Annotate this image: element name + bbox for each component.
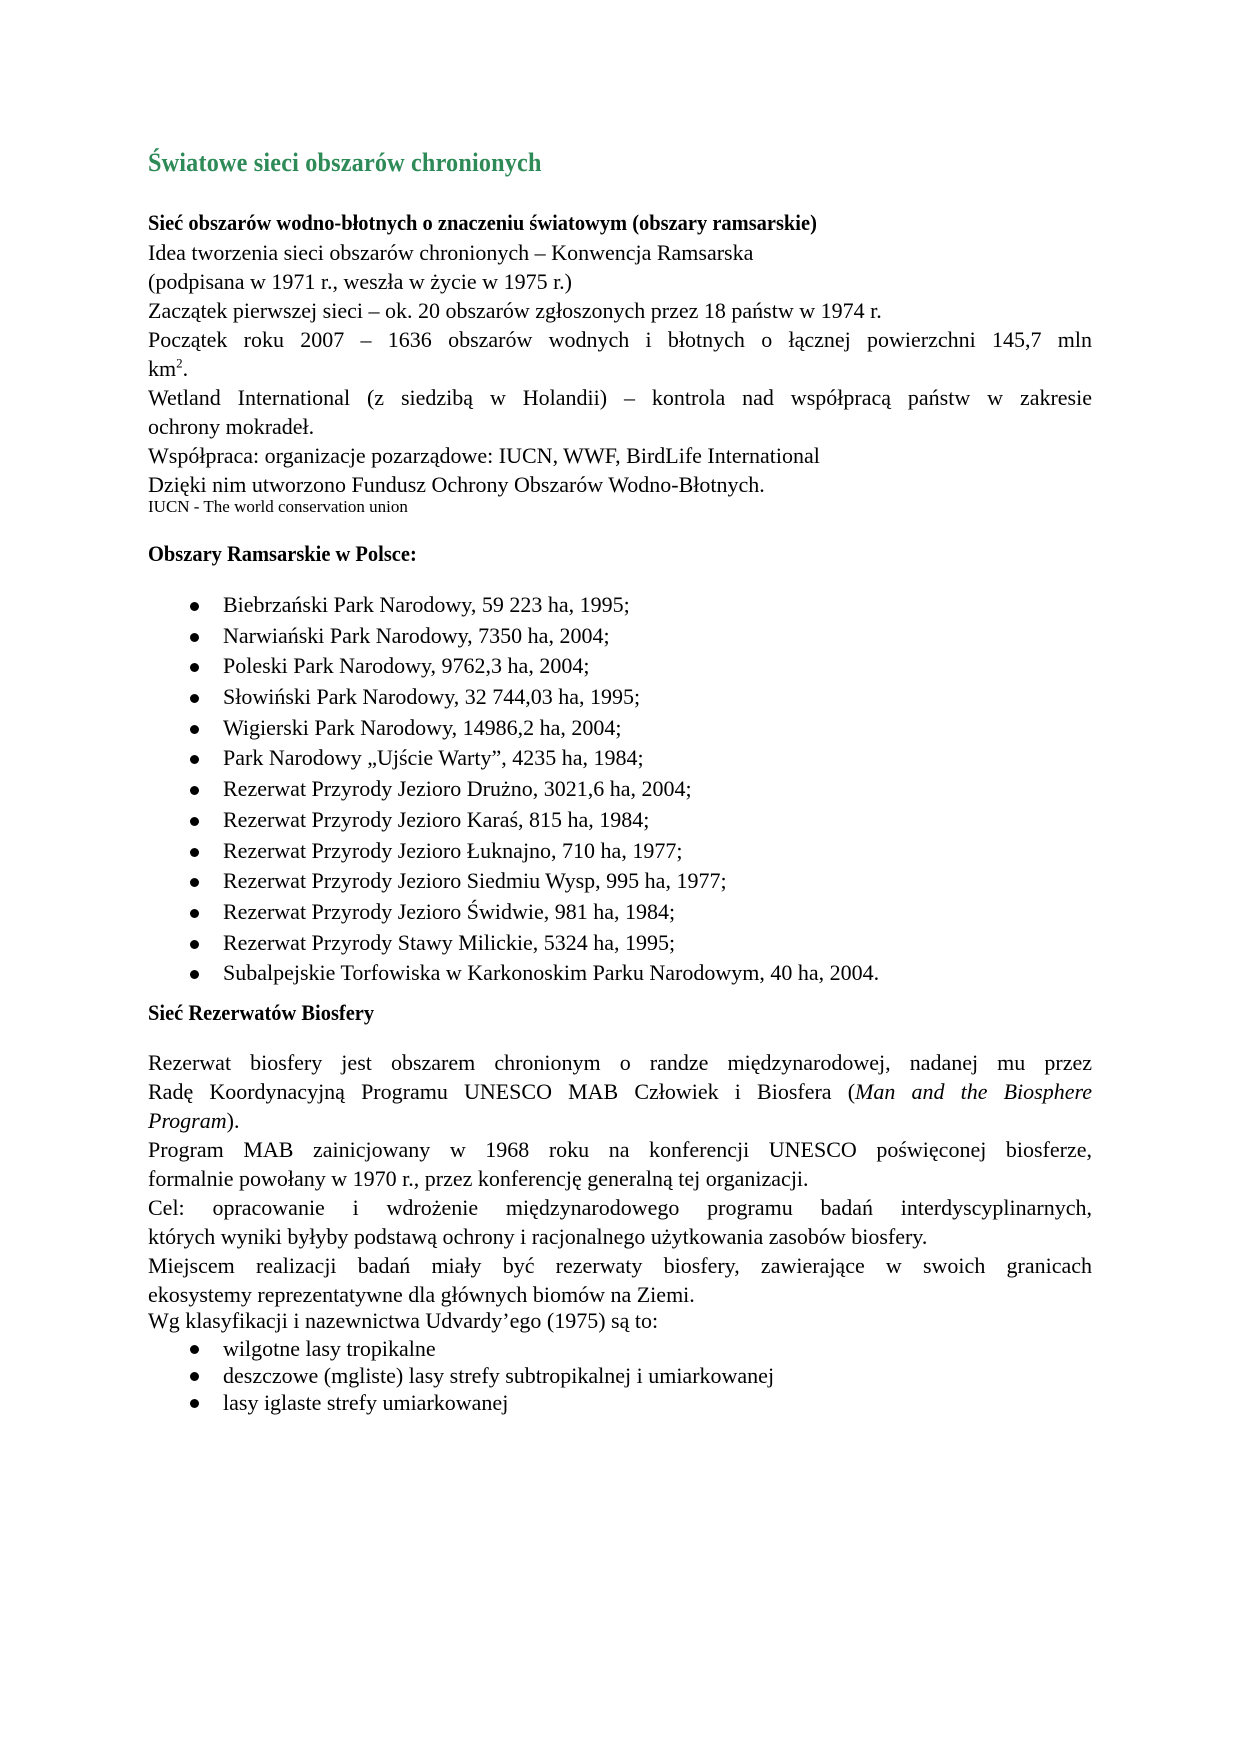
list-item-text: Poleski Park Narodowy, 9762,3 ha, 2004; (223, 653, 590, 679)
text-line: (podpisana w 1971 r., weszła w życie w 1975 r.) (148, 269, 573, 294)
list-item (148, 621, 879, 652)
text-line: Program MAB zainicjowany w 1968 roku na konferencji UNESCO poświęconej biosferze, (148, 1137, 1092, 1162)
text-line: Dzięki nim utworzono Fundusz Ochrony Obszarów Wodno-Błotnych. (148, 472, 765, 497)
list-item (148, 713, 879, 744)
list-item-text: Słowiński Park Narodowy, 32 744,03 ha, 1995; (223, 684, 641, 710)
bullet-icon (190, 1345, 199, 1354)
list-item-text: Rezerwat Przyrody Jezioro Drużno, 3021,6 ha, 2004; (223, 776, 692, 802)
italic-text: Program (148, 1108, 227, 1133)
km-unit: km (148, 356, 177, 381)
bullet-icon (190, 694, 199, 703)
list-item-text: lasy iglaste strefy umiarkowanej (223, 1390, 509, 1415)
text-line: Cel: opracowanie i wdrożenie międzynarodowego programu badań interdyscyplinarnych, (148, 1195, 1092, 1220)
list-item-text: Narwiański Park Narodowy, 7350 ha, 2004; (223, 622, 610, 648)
list-item (148, 1389, 774, 1416)
bullet-icon (190, 786, 199, 795)
bullet-icon (190, 970, 199, 979)
biosphere-paragraph (148, 1048, 1092, 1309)
list-item (148, 805, 879, 836)
list-item (148, 1335, 774, 1362)
italic-text: Man and the Biosphere (855, 1079, 1093, 1104)
list-item (148, 651, 879, 682)
list-item (148, 836, 879, 867)
bullet-icon (190, 909, 199, 918)
text-line: formalnie powołany w 1970 r., przez konferencję generalną tej organizacji. (148, 1166, 809, 1191)
text-line: Początek roku 2007 – 1636 obszarów wodnych i błotnych o łącznej powierzchni 145,7 mln (148, 327, 1092, 352)
list-item (148, 928, 879, 959)
section-heading-biosphere: Sieć Rezerwatów Biosfery (148, 1000, 375, 1025)
list-item (148, 958, 879, 989)
bullet-icon (190, 663, 199, 672)
list-item (148, 866, 879, 897)
bullet-icon (190, 725, 199, 734)
list-item (148, 774, 879, 805)
list-item (148, 1362, 774, 1389)
text-line: Idea tworzenia sieci obszarów chronionych – Konwencja Ramsarska (148, 240, 754, 265)
bullet-icon (190, 817, 199, 826)
bullet-icon (190, 848, 199, 857)
bullet-icon (190, 940, 199, 949)
text-line: Rezerwat biosfery jest obszarem chronionym o randze międzynarodowej, nadanej mu przez (148, 1050, 1092, 1075)
text-line-km (148, 354, 1092, 383)
list-item (148, 682, 879, 713)
list-item-text: Rezerwat Przyrody Jezioro Karaś, 815 ha, 1984; (223, 806, 650, 832)
list-item (148, 590, 879, 621)
text-line (148, 1077, 1092, 1106)
bullet-icon (190, 1399, 199, 1408)
list-item-text: Park Narodowy „Ujście Warty”, 4235 ha, 1984; (223, 745, 644, 771)
text-line (148, 1106, 1092, 1135)
list-item-text: deszczowe (mgliste) lasy strefy subtropikalnej i umiarkowanej (223, 1363, 775, 1388)
list-item-text: Rezerwat Przyrody Stawy Milickie, 5324 ha, 1995; (223, 929, 676, 955)
text-line: Wetland International (z siedzibą w Holandii) – kontrola nad współpracą państw w zakresie (148, 385, 1092, 410)
text-line: ochrony mokradeł. (148, 414, 315, 439)
bullet-icon (190, 755, 199, 764)
text-line: których wyniki byłyby podstawą ochrony i racjonalnego użytkowania zasobów biosfery. (148, 1224, 928, 1249)
document-title: Światowe sieci obszarów chronionych (148, 148, 542, 177)
text-line: Współpraca: organizacje pozarządowe: IUCN, WWF, BirdLife International (148, 443, 820, 468)
footnote-iucn: IUCN - The world conservation union (148, 497, 408, 516)
bullet-icon (190, 1372, 199, 1381)
list-item-text: wilgotne lasy tropikalne (223, 1336, 436, 1361)
bullet-icon (190, 633, 199, 642)
text-span: ). (226, 1108, 240, 1133)
period: . (182, 356, 189, 381)
list-item-text: Wigierski Park Narodowy, 14986,2 ha, 2004; (223, 714, 622, 740)
bullet-icon (190, 602, 199, 611)
section-heading-ramsar: Sieć obszarów wodno-błotnych o znaczeniu światowym (obszary ramsarskie) (148, 210, 817, 235)
list-item-text: Biebrzański Park Narodowy, 59 223 ha, 1995; (223, 592, 630, 617)
list-item (148, 897, 879, 928)
section-heading-ramsar-poland: Obszary Ramsarskie w Polsce: (148, 541, 417, 566)
ramsar-intro-paragraph (148, 238, 1092, 499)
list-item-text: Rezerwat Przyrody Jezioro Łuknajno, 710 ha, 1977; (223, 837, 683, 863)
text-span: Radę Koordynacyjną Programu UNESCO MAB Człowiek i Biosfera ( (148, 1079, 856, 1104)
list-item-text: Rezerwat Przyrody Jezioro Świdwie, 981 ha, 1984; (223, 898, 676, 924)
list-item-text: Rezerwat Przyrody Jezioro Siedmiu Wysp, 995 ha, 1977; (223, 868, 727, 894)
biomes-list (148, 1335, 774, 1416)
bullet-icon (190, 878, 199, 887)
text-line: Zaczątek pierwszej sieci – ok. 20 obszarów zgłoszonych przez 18 państw w 1974 r. (148, 298, 882, 323)
superscript: 2 (176, 355, 183, 371)
text-line: Wg klasyfikacji i nazewnictwa Udvardy’ego (1975) są to: (148, 1308, 659, 1333)
text-line: Miejscem realizacji badań miały być rezerwaty biosfery, zawierające w swoich granicach (148, 1253, 1092, 1278)
ramsar-sites-list (148, 590, 879, 989)
list-item (148, 743, 879, 774)
list-item-text: Subalpejskie Torfowiska w Karkonoskim Parku Narodowym, 40 ha, 2004. (223, 960, 880, 986)
text-line: ekosystemy reprezentatywne dla głównych biomów na Ziemi. (148, 1282, 695, 1307)
classification-intro (148, 1306, 1092, 1335)
